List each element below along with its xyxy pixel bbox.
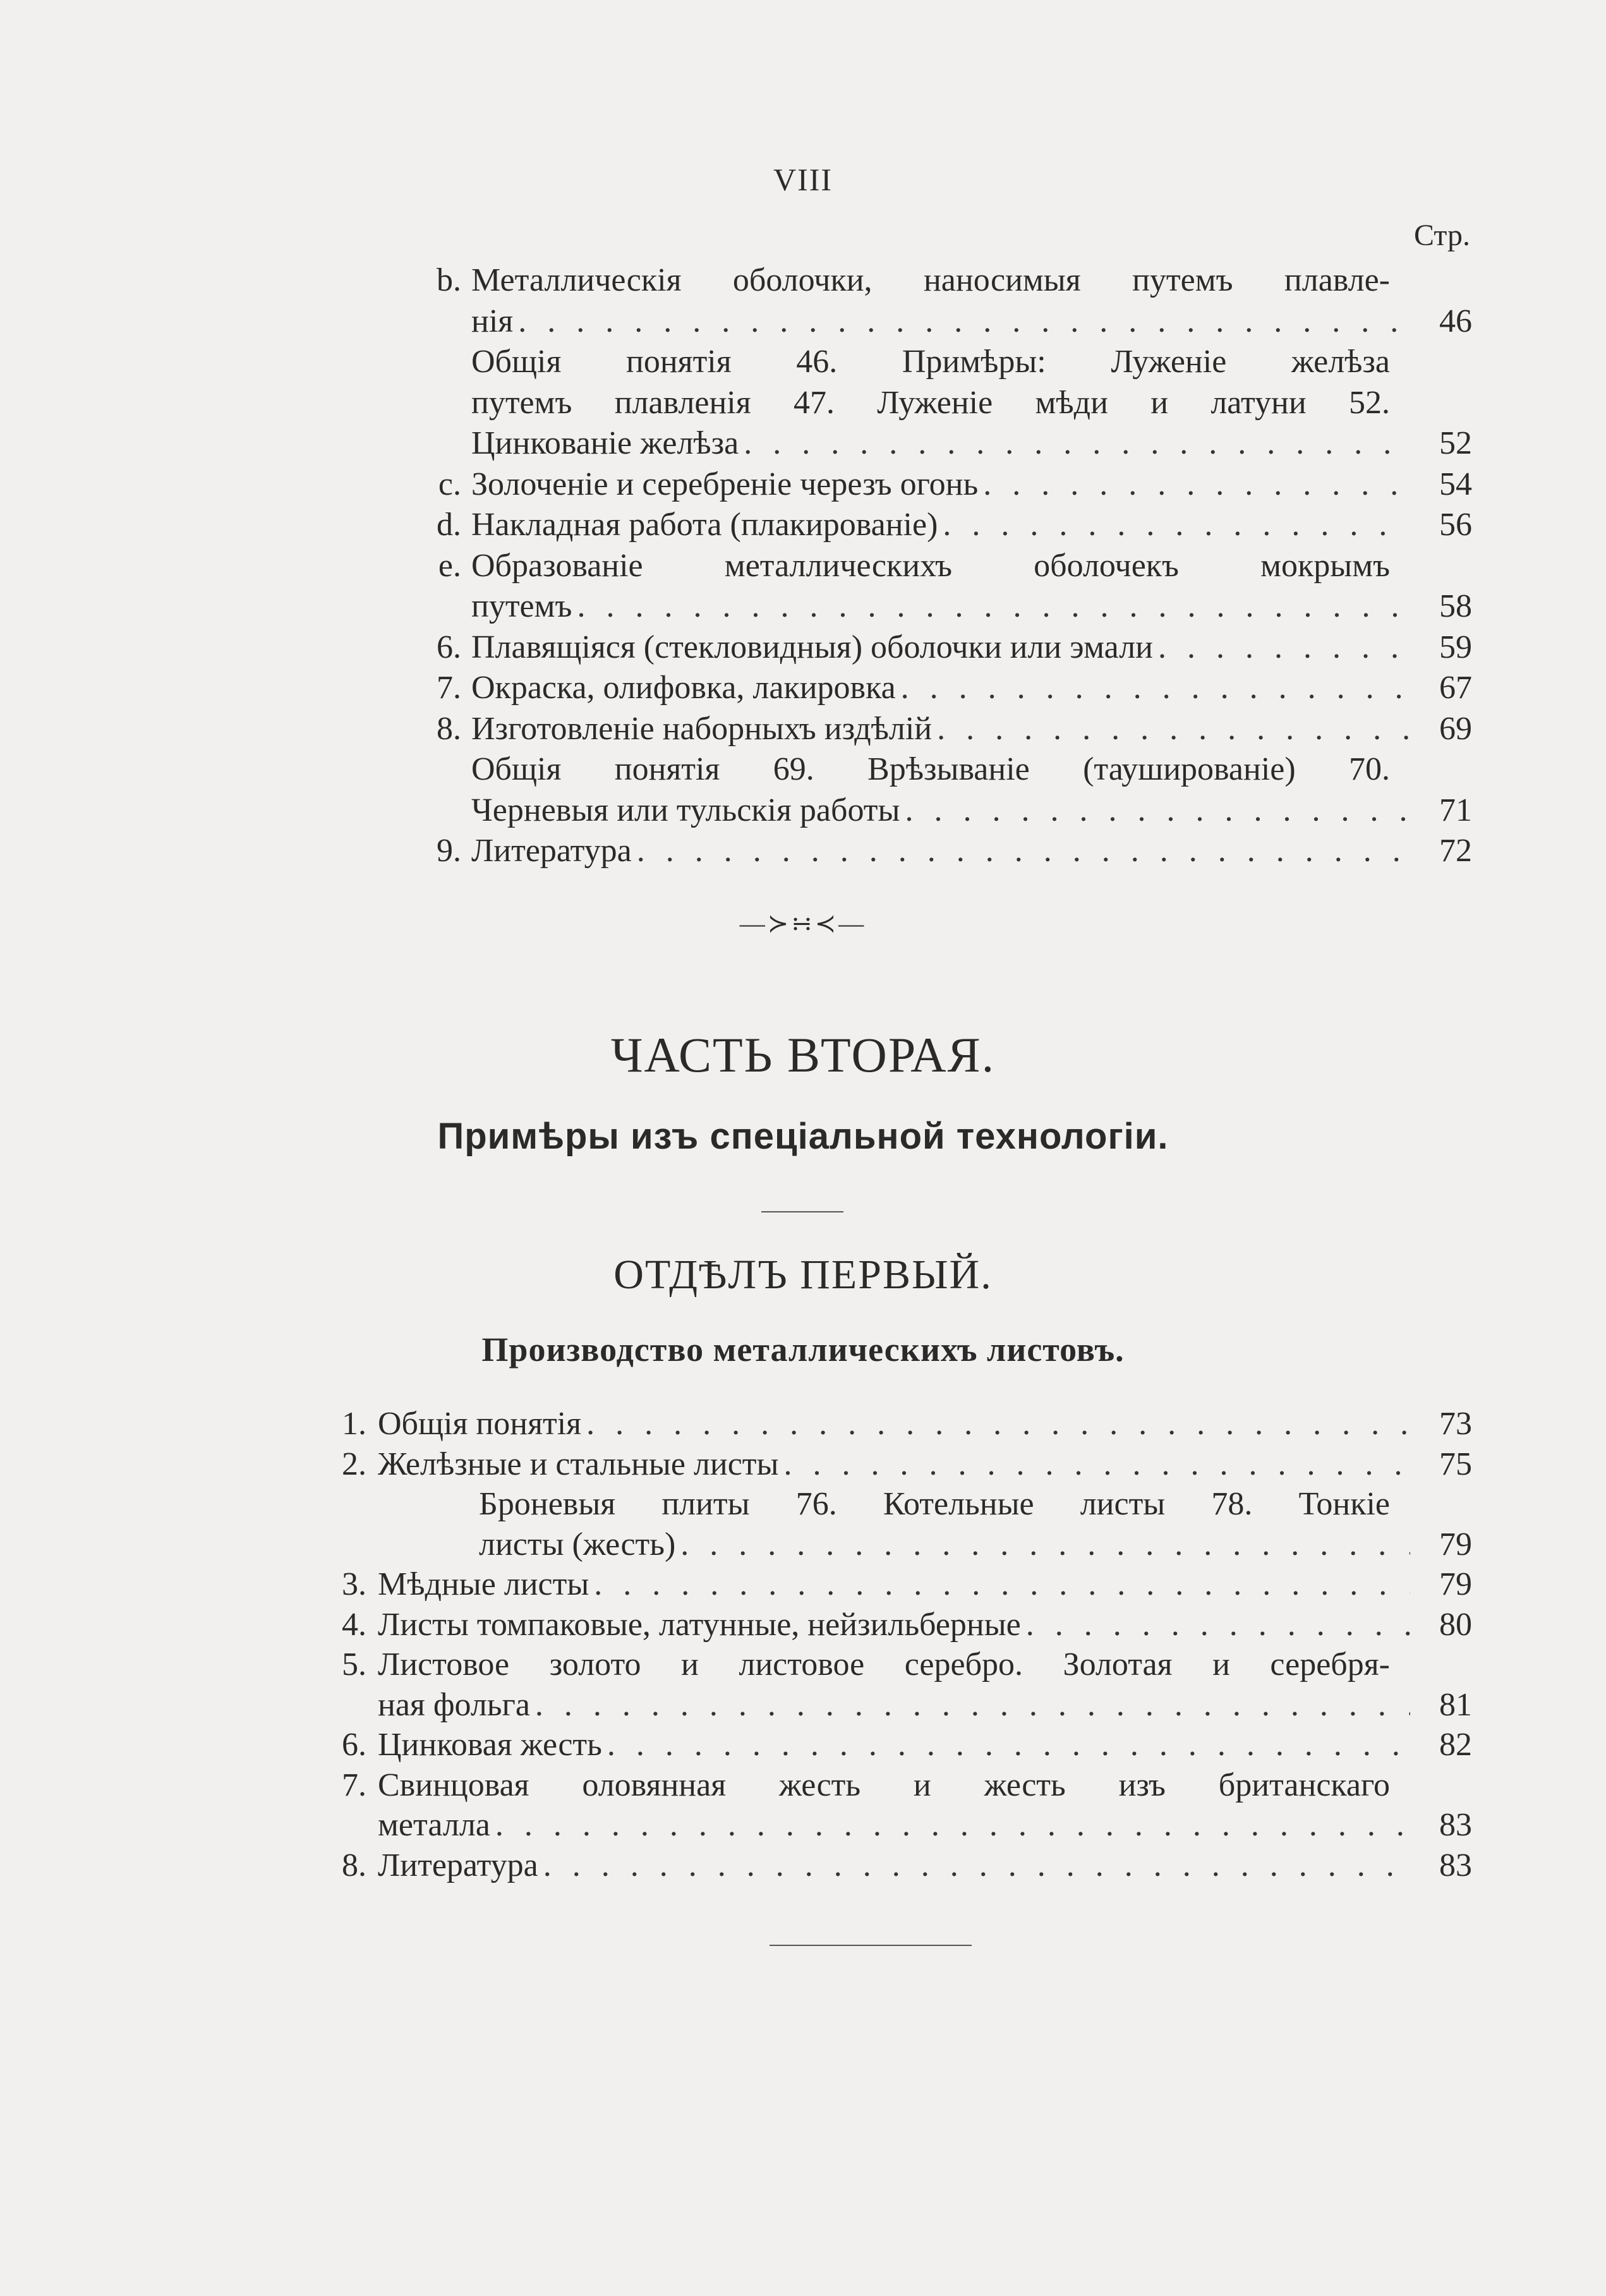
toc-entry-title: Черневыя или тульскія работы xyxy=(471,792,900,828)
toc-entry-title: нія xyxy=(471,303,514,339)
toc-entry-number: 6. xyxy=(342,1727,366,1763)
toc-entry-text-line: Свинцовая оловянная жесть и жесть изъ британскаго xyxy=(378,1767,1390,1803)
toc-entry-number: 6. xyxy=(437,629,461,665)
toc-page-number: 79 xyxy=(1439,1566,1472,1602)
toc-entry-number: 9. xyxy=(437,833,461,869)
toc-entry-number: b. xyxy=(437,262,461,298)
toc-page-number: 58 xyxy=(1439,588,1472,624)
toc-page-number: 67 xyxy=(1439,670,1472,706)
toc-entry-number: c. xyxy=(438,466,461,502)
toc-entry xyxy=(378,1564,1472,1605)
toc-entry-number: 4. xyxy=(342,1606,366,1643)
toc-page-number: 72 xyxy=(1439,833,1472,869)
toc-entry-text-line: Общія понятія 46. Примѣры: Луженіе желѣза xyxy=(471,344,1390,380)
toc-entry-title: Цинкованіе желѣза xyxy=(471,425,739,461)
toc-entry xyxy=(471,586,1472,627)
toc-entry-number: 3. xyxy=(342,1566,366,1602)
toc-entry-title: Мѣдные листы xyxy=(378,1566,589,1602)
toc-entry xyxy=(471,423,1472,464)
toc-entry-title: Накладная работа (плакированіе) xyxy=(471,507,938,543)
toc-entry-number: e. xyxy=(438,547,461,584)
dot-leader xyxy=(607,1725,1410,1765)
toc-entry-title: Изготовленіе наборныхъ издѣлій xyxy=(471,710,933,747)
toc-page-number: 54 xyxy=(1439,466,1472,502)
toc-page-number: 79 xyxy=(1439,1526,1472,1562)
toc-entry xyxy=(378,1805,1472,1846)
toc-entry-number: 8. xyxy=(437,710,461,747)
toc-page-number: 80 xyxy=(1439,1606,1472,1643)
toc-page-number: 73 xyxy=(1439,1406,1472,1442)
short-rule xyxy=(761,1211,843,1212)
ornament-glyph: —≻∺≺— xyxy=(739,909,867,938)
toc-page-number: 52 xyxy=(1439,425,1472,461)
toc-entry-title: Желѣзные и стальные листы xyxy=(378,1446,779,1482)
page-folio: VIII xyxy=(773,162,833,197)
toc-page-number: 59 xyxy=(1439,629,1472,665)
toc-page-number: 71 xyxy=(1439,792,1472,828)
toc-entry xyxy=(471,464,1472,505)
toc-page-number: 69 xyxy=(1439,710,1472,747)
toc-page-number: 56 xyxy=(1439,507,1472,543)
toc-entry-title: Золоченіе и серебреніе черезъ огонь xyxy=(471,466,979,502)
toc-entry-text-line: Общія понятія 69. Врѣзываніе (таушированіе) 70. xyxy=(471,751,1390,787)
toc-entry-title: Окраска, олифовка, лакировка xyxy=(471,670,896,706)
toc-entry-title: Литература xyxy=(471,833,632,869)
dot-leader xyxy=(943,505,1410,545)
toc-entry xyxy=(479,1525,1472,1565)
ornament-divider xyxy=(0,909,1606,938)
dot-leader xyxy=(637,831,1410,871)
toc-entry-title: Литература xyxy=(378,1847,538,1883)
toc-entry-number: 7. xyxy=(437,670,461,706)
dot-leader xyxy=(1158,627,1410,668)
section-subtitle: Производство металлическихъ листовъ. xyxy=(481,1331,1125,1369)
toc-entry-number: 7. xyxy=(342,1767,366,1803)
toc-entry-title: ная фольга xyxy=(378,1686,530,1723)
toc-entry xyxy=(378,1444,1472,1485)
dot-leader xyxy=(535,1685,1410,1725)
dot-leader xyxy=(577,586,1410,627)
dot-leader xyxy=(1026,1605,1410,1645)
toc-page-number: 83 xyxy=(1439,1847,1472,1883)
toc-entry-text-line: Броневыя плиты 76. Котельные листы 78. Тонкіе xyxy=(479,1486,1390,1522)
section-title: ОТДѢЛЪ ПЕРВЫЙ. xyxy=(613,1252,993,1298)
toc-entry xyxy=(378,1404,1472,1444)
toc-entry xyxy=(471,627,1472,668)
toc-entry-title: путемъ xyxy=(471,588,572,624)
dot-leader xyxy=(783,1444,1410,1485)
toc-entry-text-line: Образованіе металлическихъ оболочекъ мокрымъ xyxy=(471,547,1390,584)
page-column-label: Стр. xyxy=(1414,219,1470,252)
end-rule xyxy=(770,1945,972,1946)
dot-leader xyxy=(680,1525,1410,1565)
toc-entry xyxy=(378,1725,1472,1765)
part-subtitle: Примѣры изъ спеціальной технологіи. xyxy=(437,1116,1169,1157)
toc-page-number: 75 xyxy=(1439,1446,1472,1482)
dot-leader xyxy=(744,423,1410,464)
toc-entry-title: металла xyxy=(378,1807,490,1843)
toc-entry-text-line: путемъ плавленія 47. Луженіе мѣди и латуни 52. xyxy=(471,384,1390,421)
toc-entry xyxy=(471,301,1472,342)
toc-entry xyxy=(378,1605,1472,1645)
toc-entry xyxy=(471,668,1472,708)
toc-entry-number: 1. xyxy=(342,1406,366,1442)
toc-page-number: 81 xyxy=(1439,1686,1472,1723)
toc-entry xyxy=(378,1846,1472,1886)
dot-leader xyxy=(983,464,1410,505)
dot-leader xyxy=(586,1404,1410,1444)
toc-page-number: 46 xyxy=(1439,303,1472,339)
dot-leader xyxy=(543,1846,1410,1886)
toc-entry xyxy=(378,1685,1472,1725)
dot-leader xyxy=(905,790,1410,831)
dot-leader xyxy=(518,301,1410,342)
dot-leader xyxy=(594,1564,1410,1605)
toc-entry-number: 5. xyxy=(342,1646,366,1683)
toc-entry xyxy=(471,831,1472,871)
toc-entry-title: Листы томпаковые, латунные, нейзильберные xyxy=(378,1606,1021,1643)
toc-entry-text-line: Листовое золото и листовое серебро. Золотая и серебря- xyxy=(378,1646,1390,1683)
toc-entry xyxy=(471,790,1472,831)
dot-leader xyxy=(495,1805,1410,1846)
toc-entry-title: Цинковая жесть xyxy=(378,1727,602,1763)
toc-entry-title: листы (жесть) xyxy=(479,1526,676,1562)
toc-entry-number: d. xyxy=(437,507,461,543)
dot-leader xyxy=(937,709,1410,749)
toc-page-number: 83 xyxy=(1439,1807,1472,1843)
toc-entry-title: Плавящіяся (стекловидныя) оболочки или эмали xyxy=(471,629,1153,665)
toc-entry-title: Общія понятія xyxy=(378,1406,582,1442)
toc-entry-text-line: Металлическія оболочки, наносимыя путемъ плавле- xyxy=(471,262,1390,298)
toc-page-number: 82 xyxy=(1439,1727,1472,1763)
toc-entry-number: 2. xyxy=(342,1446,366,1482)
toc-entry xyxy=(471,709,1472,749)
toc-entry xyxy=(471,505,1472,545)
part-title: ЧАСТЬ ВТОРАЯ. xyxy=(610,1027,996,1082)
toc-entry-number: 8. xyxy=(342,1847,366,1883)
dot-leader xyxy=(901,668,1410,708)
